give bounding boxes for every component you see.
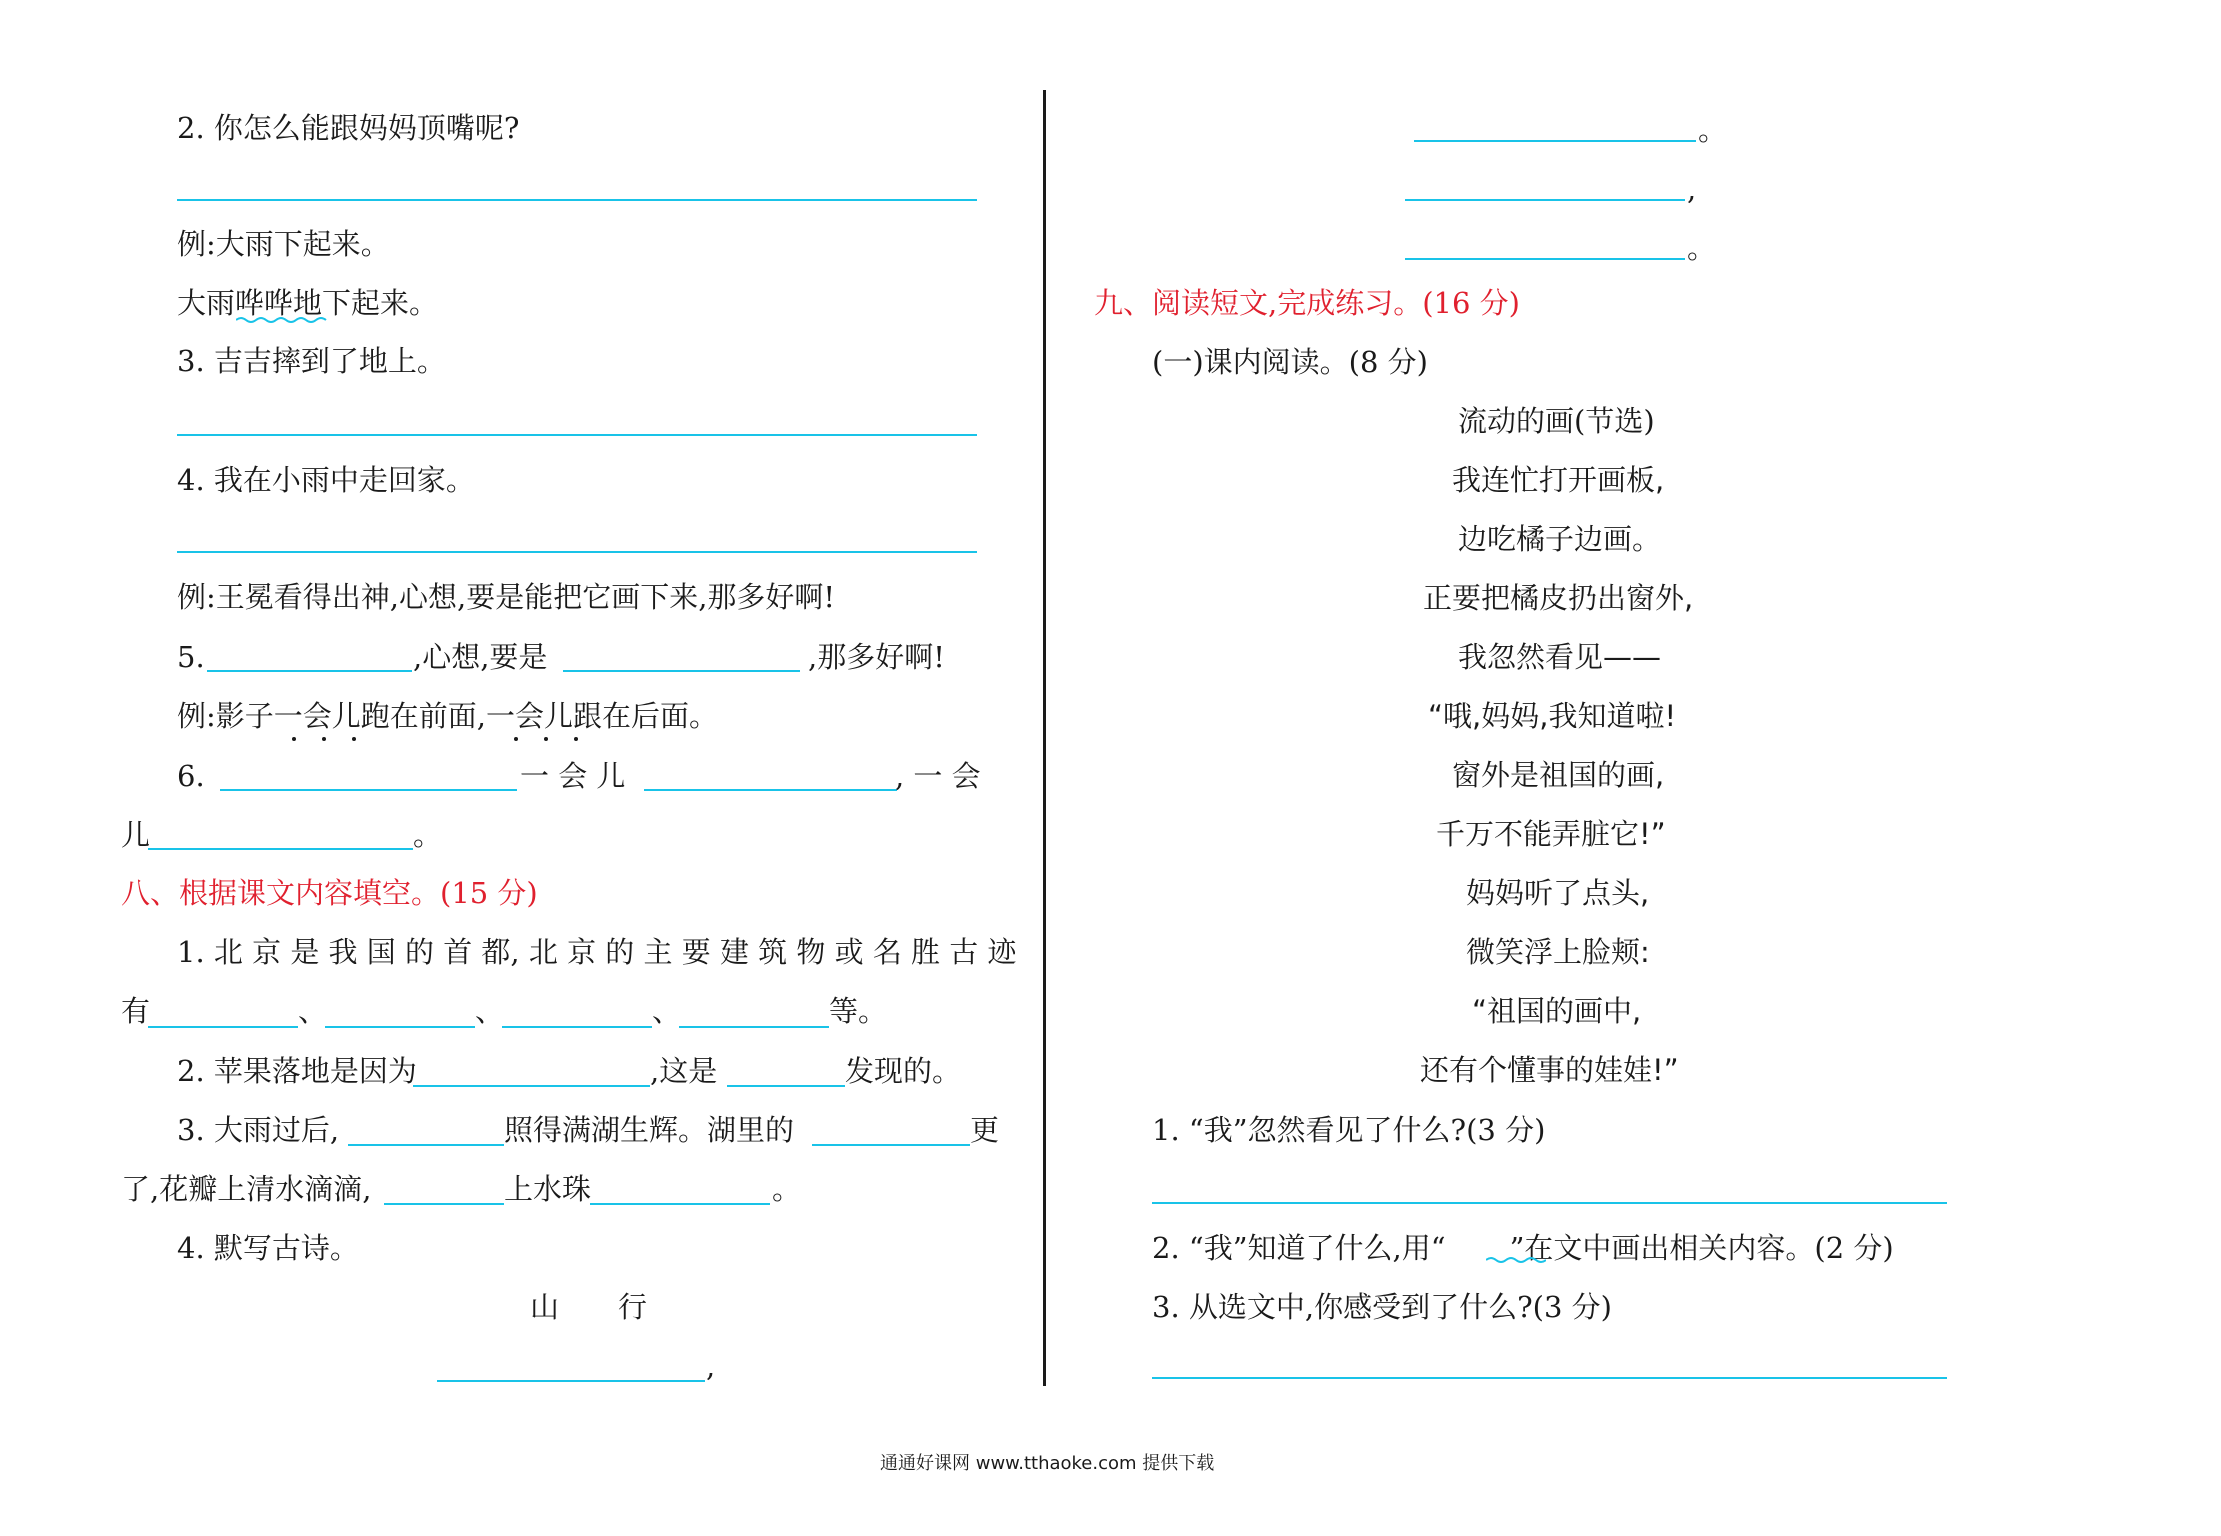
example-1-marked: 哗哗地 bbox=[235, 286, 323, 320]
section-9-heading: 九、阅读短文,完成练习。(16 分) bbox=[1094, 286, 1520, 320]
wavy-underline bbox=[236, 316, 328, 324]
poem-line: 我连忙打开画板, bbox=[1452, 463, 1665, 497]
s8-q3-c: 更 bbox=[970, 1113, 1000, 1147]
answer-line[interactable] bbox=[148, 848, 413, 850]
s9-q2-b: ”在文中画出相关内容。(2 分) bbox=[1509, 1231, 1894, 1265]
answer-line[interactable] bbox=[437, 1380, 705, 1382]
poem-line: 妈妈听了点头, bbox=[1466, 876, 1650, 910]
poem-line: 我忽然看见—— bbox=[1458, 640, 1662, 674]
poem-line: “哦,妈妈,我知道啦! bbox=[1428, 699, 1677, 733]
answer-line[interactable] bbox=[148, 1026, 298, 1028]
poem-line: 微笑浮上脸颊: bbox=[1466, 935, 1650, 969]
poem-line: 正要把橘皮扔出窗外, bbox=[1423, 581, 1694, 615]
s9-q1: 1. “我”忽然看见了什么?(3 分) bbox=[1152, 1113, 1546, 1147]
s8-q1-you: 有 bbox=[121, 994, 151, 1028]
poem-title-char-2: 行 bbox=[618, 1290, 648, 1324]
answer-line[interactable] bbox=[177, 551, 977, 553]
reading-title: 流动的画(节选) bbox=[1458, 404, 1655, 438]
s9-sub1: (一)课内阅读。(8 分) bbox=[1152, 345, 1428, 379]
answer-line[interactable] bbox=[220, 789, 517, 791]
example-1: 例:大雨下起来。 bbox=[177, 227, 390, 261]
answer-line[interactable] bbox=[207, 670, 412, 672]
answer-line[interactable] bbox=[590, 1203, 770, 1205]
answer-line[interactable] bbox=[644, 789, 897, 791]
s8-q3-d: 了,花瓣上清水滴滴, bbox=[121, 1172, 372, 1206]
answer-line[interactable] bbox=[502, 1026, 652, 1028]
answer-line[interactable] bbox=[177, 199, 977, 201]
answer-line[interactable] bbox=[413, 1085, 650, 1087]
answer-line[interactable] bbox=[812, 1144, 970, 1146]
separator: 、 bbox=[652, 994, 682, 1028]
poem-line: 千万不能弄脏它!” bbox=[1436, 817, 1666, 851]
q7-item-2: 2. 你怎么能跟妈妈顶嘴呢? bbox=[177, 111, 520, 145]
q7-item-6-num: 6. bbox=[177, 759, 205, 793]
s8-q3-b: 照得满湖生辉。湖里的 bbox=[504, 1113, 795, 1147]
example-1-before: 大雨 bbox=[177, 286, 236, 320]
poem-line: 还有个懂事的娃娃!” bbox=[1420, 1053, 1679, 1087]
example-1-after: 下起来。 bbox=[322, 286, 439, 320]
s8-q2-a: 2. 苹果落地是因为 bbox=[177, 1054, 417, 1088]
answer-line[interactable] bbox=[384, 1203, 504, 1205]
s8-q2-c: 发现的。 bbox=[845, 1054, 962, 1088]
answer-line[interactable] bbox=[727, 1085, 845, 1087]
answer-line[interactable] bbox=[679, 1026, 829, 1028]
s8-q2-b: ,这是 bbox=[650, 1054, 718, 1088]
footer-text: 通通好课网 www.tthaoke.com 提供下载 bbox=[880, 1453, 1215, 1474]
q7-item-4: 4. 我在小雨中走回家。 bbox=[177, 463, 475, 497]
s8-q3-f: 。 bbox=[772, 1172, 802, 1206]
q7-item-6-mid: 一 会 儿 bbox=[520, 759, 626, 793]
emphasis-dot bbox=[544, 737, 548, 741]
poem-title-char-1: 山 bbox=[530, 1290, 560, 1324]
q7-item-6-cont: 儿 bbox=[121, 818, 151, 852]
answer-line[interactable] bbox=[325, 1026, 475, 1028]
emphasis-dot bbox=[352, 737, 356, 741]
example-2: 例:王冕看得出神,心想,要是能把它画下来,那多好啊! bbox=[177, 580, 836, 614]
separator: 、 bbox=[475, 994, 505, 1028]
answer-line[interactable] bbox=[563, 670, 800, 672]
answer-line[interactable] bbox=[1405, 199, 1685, 201]
q7-item-6-period: 。 bbox=[413, 818, 443, 852]
top-period-1: 。 bbox=[1698, 113, 1728, 147]
answer-line[interactable] bbox=[1152, 1377, 1947, 1379]
example-3: 例:影子一会儿跑在前面,一会儿跟在后面。 bbox=[177, 699, 718, 733]
wavy-line-icon bbox=[1486, 1256, 1546, 1264]
emphasis-dot bbox=[514, 737, 518, 741]
s8-q1-line1: 1. 北 京 是 我 国 的 首 都, 北 京 的 主 要 建 筑 物 或 名 胜 古 迹 bbox=[177, 935, 1017, 969]
answer-line[interactable] bbox=[1414, 140, 1696, 142]
q7-item-5-mid: ,心想,要是 bbox=[413, 640, 548, 674]
q7-item-5-end: ,那多好啊! bbox=[808, 640, 945, 674]
poem-comma: , bbox=[706, 1349, 716, 1383]
s8-q4: 4. 默写古诗。 bbox=[177, 1231, 359, 1265]
top-comma: , bbox=[1687, 172, 1697, 206]
poem-line: “祖国的画中, bbox=[1472, 994, 1642, 1028]
s8-q3-e: 上水珠 bbox=[504, 1172, 592, 1206]
emphasis-dot bbox=[292, 737, 296, 741]
s8-q1-end: 等。 bbox=[829, 994, 888, 1028]
separator: 、 bbox=[298, 994, 328, 1028]
q7-item-5-num: 5. bbox=[177, 640, 205, 674]
s8-q3-a: 3. 大雨过后, bbox=[177, 1113, 340, 1147]
answer-line[interactable] bbox=[177, 434, 977, 436]
poem-line: 边吃橘子边画。 bbox=[1458, 522, 1662, 556]
answer-line[interactable] bbox=[348, 1144, 504, 1146]
s9-q3: 3. 从选文中,你感受到了什么?(3 分) bbox=[1152, 1290, 1612, 1324]
top-period-2: 。 bbox=[1687, 231, 1717, 265]
q7-item-3: 3. 吉吉摔到了地上。 bbox=[177, 344, 446, 378]
section-8-heading: 八、根据课文内容填空。(15 分) bbox=[121, 876, 538, 910]
s9-q2-a: 2. “我”知道了什么,用“ bbox=[1152, 1231, 1446, 1265]
answer-line[interactable] bbox=[1152, 1202, 1947, 1204]
column-divider bbox=[1043, 90, 1046, 1386]
emphasis-dot bbox=[322, 737, 326, 741]
poem-line: 窗外是祖国的画, bbox=[1452, 758, 1665, 792]
answer-line[interactable] bbox=[1405, 258, 1685, 260]
emphasis-dot bbox=[574, 737, 578, 741]
q7-item-6-end: , 一 会 bbox=[895, 759, 981, 793]
